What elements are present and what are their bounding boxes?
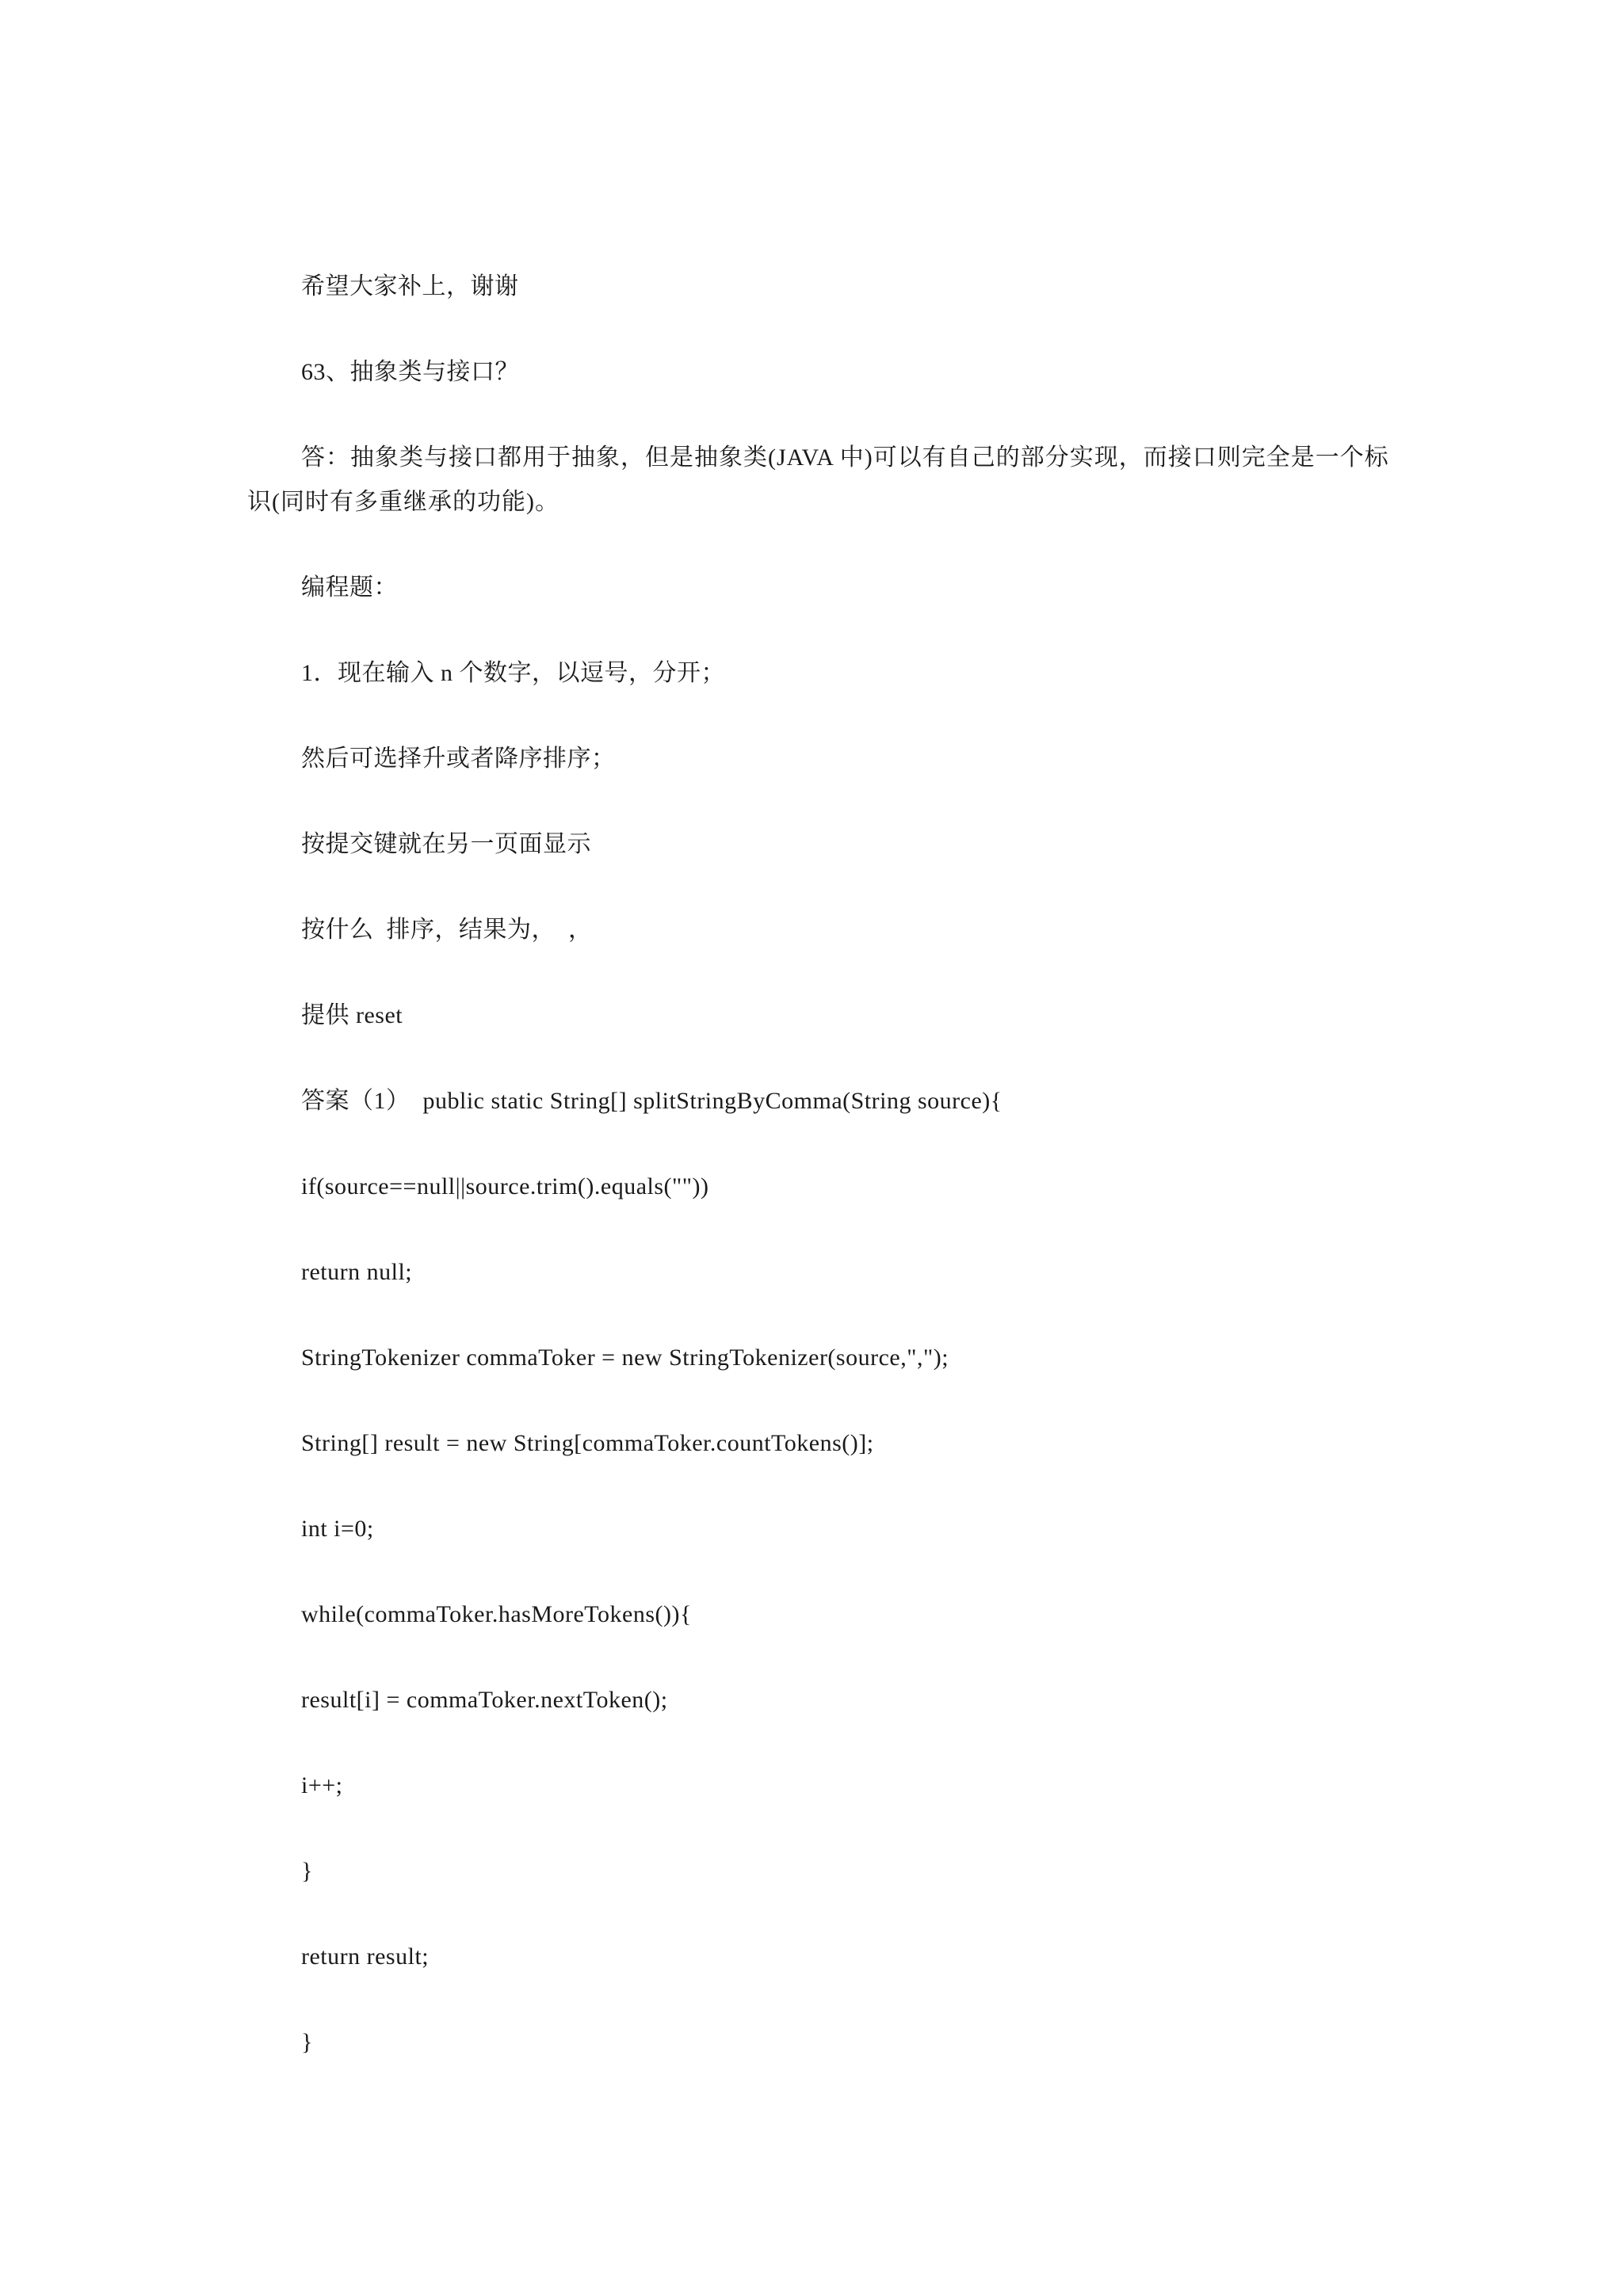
task-line-1: 1．现在输入 n 个数字，以逗号，分开； [301, 660, 725, 686]
code-line-if: if(source==null||source.trim().equals("")) [301, 1173, 709, 1199]
code-line-increment: i++; [301, 1772, 343, 1798]
task-line-3: 按提交键就在另一页面显示 [301, 831, 591, 857]
code-line-while: while(commaToker.hasMoreTokens()){ [301, 1601, 692, 1627]
code-line-close-while: } [301, 1858, 313, 1884]
task-line-5: 提供 reset [301, 1002, 403, 1028]
code-line-int-i: int i=0; [301, 1516, 374, 1542]
answer-63-paragraph: 答：抽象类与接口都用于抽象，但是抽象类(JAVA 中)可以有自己的部分实现，而接口则完全是一个标识(同时有多重继承的功能)。 [247, 444, 1389, 515]
code-line-tokenizer: StringTokenizer commaToker = new StringTokenizer(source,","); [301, 1344, 949, 1371]
code-line-return-result: return result; [301, 1943, 430, 1970]
code-line-close-method: } [301, 2029, 313, 2055]
code-line-return-null: return null; [301, 1259, 413, 1285]
text-line-hope: 希望大家补上，谢谢 [301, 273, 519, 299]
code-line-signature: 答案（1） public static String[] splitStringByComma(String source){ [301, 1088, 1002, 1114]
programming-heading: 编程题： [301, 574, 398, 601]
task-line-4: 按什么 排序，结果为， ， [301, 917, 593, 943]
question-63-heading: 63、抽象类与接口？ [301, 359, 519, 385]
code-line-result-array: String[] result = new String[commaToker.countTokens()]; [301, 1430, 874, 1456]
task-line-2: 然后可选择升或者降序排序； [301, 746, 616, 772]
code-line-assign: result[i] = commaToker.nextToken(); [301, 1687, 668, 1713]
